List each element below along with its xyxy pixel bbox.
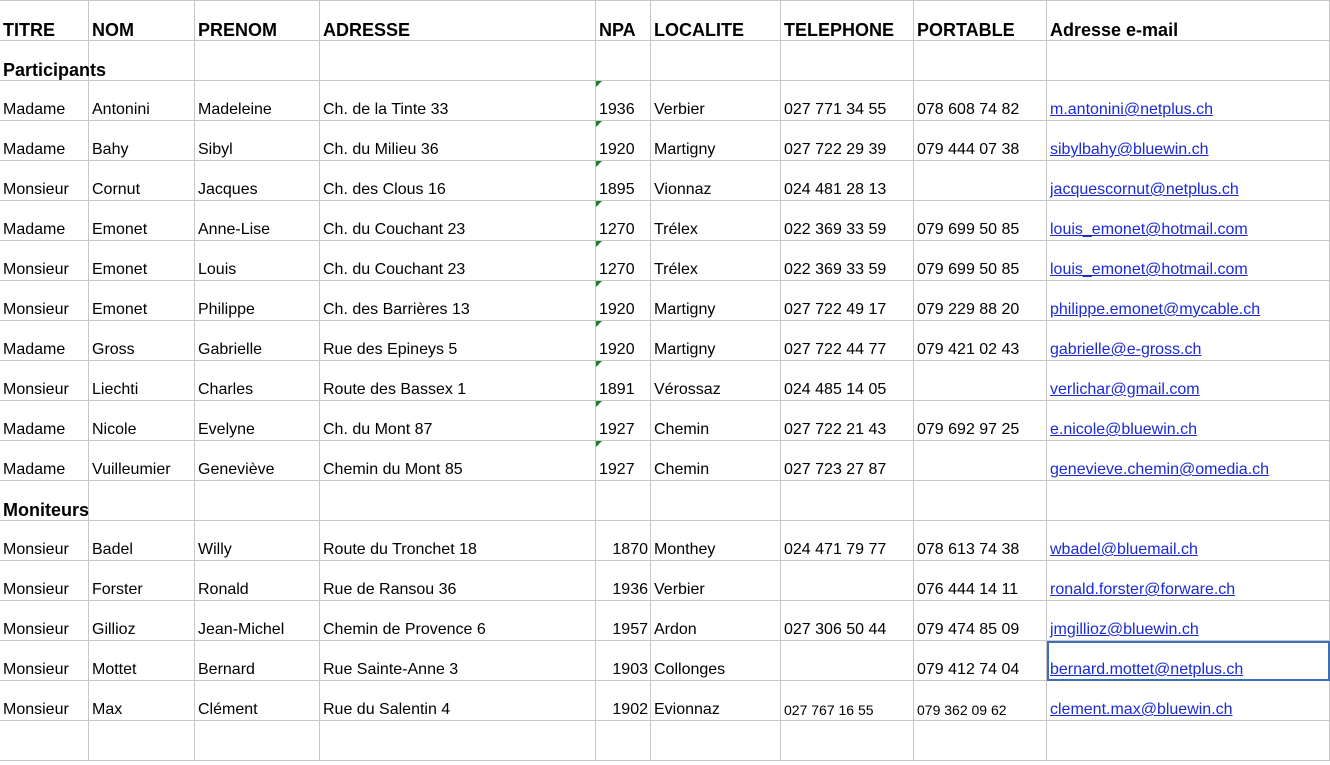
empty-cell[interactable]: [0, 721, 89, 761]
cell-adresse[interactable]: Chemin de Provence 6: [320, 601, 596, 641]
cell-titre[interactable]: Madame: [0, 201, 89, 241]
email-link[interactable]: wbadel@bluemail.ch: [1050, 541, 1198, 558]
empty-cell[interactable]: [651, 481, 781, 521]
cell-nom[interactable]: Max: [89, 681, 195, 721]
cell-prenom[interactable]: Geneviève: [195, 441, 320, 481]
cell-email[interactable]: [1047, 321, 1330, 361]
cell-npa[interactable]: 1920: [596, 281, 651, 321]
cell-nom[interactable]: Emonet: [89, 201, 195, 241]
cell-adresse[interactable]: Rue Sainte-Anne 3: [320, 641, 596, 681]
cell-email[interactable]: [1047, 241, 1330, 281]
cell-prenom[interactable]: Bernard: [195, 641, 320, 681]
cell-telephone[interactable]: 024 485 14 05: [781, 361, 914, 401]
empty-cell[interactable]: [651, 721, 781, 761]
cell-npa[interactable]: 1936: [596, 81, 651, 121]
table-row: [0, 601, 1330, 641]
cell-telephone[interactable]: 027 722 49 17: [781, 281, 914, 321]
empty-cell[interactable]: [195, 481, 320, 521]
cell-adresse[interactable]: Route des Bassex 1: [320, 361, 596, 401]
empty-cell[interactable]: [596, 41, 651, 81]
table-row: [0, 81, 1330, 121]
empty-cell[interactable]: [781, 41, 914, 81]
cell-localite[interactable]: Martigny: [651, 281, 781, 321]
cell-email[interactable]: [1047, 161, 1330, 201]
cell-npa[interactable]: 1927: [596, 401, 651, 441]
header-npa[interactable]: NPA: [596, 1, 651, 41]
cell-portable[interactable]: 076 444 14 11: [914, 561, 1047, 601]
cell-email[interactable]: [1047, 201, 1330, 241]
cell-portable[interactable]: 079 699 50 85: [914, 201, 1047, 241]
empty-cell[interactable]: [914, 481, 1047, 521]
cell-portable[interactable]: 079 412 74 04: [914, 641, 1047, 681]
cell-telephone[interactable]: 022 369 33 59: [781, 241, 914, 281]
cell-portable[interactable]: [914, 361, 1047, 401]
cell-adresse[interactable]: Ch. du Mont 87: [320, 401, 596, 441]
cell-adresse[interactable]: Rue du Salentin 4: [320, 681, 596, 721]
cell-portable[interactable]: [914, 441, 1047, 481]
cell-localite[interactable]: Verbier: [651, 561, 781, 601]
cell-email[interactable]: [1047, 601, 1330, 641]
section-label[interactable]: Moniteurs: [0, 481, 89, 521]
cell-prenom[interactable]: Ronald: [195, 561, 320, 601]
cell-titre[interactable]: Monsieur: [0, 521, 89, 561]
cell-email[interactable]: [1047, 561, 1330, 601]
cell-nom[interactable]: Liechti: [89, 361, 195, 401]
empty-cell[interactable]: [781, 721, 914, 761]
table-row: [0, 361, 1330, 401]
cell-portable[interactable]: 079 421 02 43: [914, 321, 1047, 361]
empty-cell[interactable]: [651, 41, 781, 81]
cell-adresse[interactable]: Chemin du Mont 85: [320, 441, 596, 481]
empty-cell[interactable]: [1047, 41, 1330, 81]
cell-portable[interactable]: 079 692 97 25: [914, 401, 1047, 441]
cell-adresse[interactable]: Rue des Epineys 5: [320, 321, 596, 361]
cell-portable[interactable]: 078 613 74 38: [914, 521, 1047, 561]
cell-localite[interactable]: Martigny: [651, 121, 781, 161]
table-row: [0, 241, 1330, 281]
cell-npa[interactable]: 1920: [596, 321, 651, 361]
cell-nom[interactable]: Emonet: [89, 241, 195, 281]
cell-telephone[interactable]: 024 471 79 77: [781, 521, 914, 561]
cell-nom[interactable]: Antonini: [89, 81, 195, 121]
cell-localite[interactable]: Chemin: [651, 441, 781, 481]
cell-nom[interactable]: Forster: [89, 561, 195, 601]
cell-titre[interactable]: Monsieur: [0, 601, 89, 641]
header-portable[interactable]: PORTABLE: [914, 1, 1047, 41]
empty-cell[interactable]: [320, 481, 596, 521]
cell-nom[interactable]: Emonet: [89, 281, 195, 321]
email-link[interactable]: ronald.forster@forware.ch: [1050, 581, 1236, 598]
cell-npa[interactable]: 1902: [596, 681, 651, 721]
cell-adresse[interactable]: Rue de Ransou 36: [320, 561, 596, 601]
empty-cell[interactable]: [596, 481, 651, 521]
email-link[interactable]: philippe.emonet@mycable.ch: [1050, 301, 1261, 318]
header-email[interactable]: Adresse e-mail: [1047, 1, 1330, 41]
header-nom[interactable]: NOM: [89, 1, 195, 41]
email-link[interactable]: sibylbahy@bluewin.ch: [1050, 141, 1209, 158]
cell-npa[interactable]: 1270: [596, 201, 651, 241]
email-link[interactable]: louis_emonet@hotmail.com: [1050, 221, 1248, 238]
table-row: [0, 281, 1330, 321]
empty-cell[interactable]: [596, 721, 651, 761]
cell-npa[interactable]: 1895: [596, 161, 651, 201]
cell-nom[interactable]: Gross: [89, 321, 195, 361]
table-row: [0, 681, 1330, 721]
cell-telephone[interactable]: 027 771 34 55: [781, 81, 914, 121]
cell-telephone[interactable]: [781, 641, 914, 681]
cell-titre[interactable]: Monsieur: [0, 561, 89, 601]
cell-adresse[interactable]: Ch. des Clous 16: [320, 161, 596, 201]
cell-telephone[interactable]: 027 723 27 87: [781, 441, 914, 481]
cell-localite[interactable]: Verbier: [651, 81, 781, 121]
cell-prenom[interactable]: Sibyl: [195, 121, 320, 161]
cell-prenom[interactable]: Charles: [195, 361, 320, 401]
empty-cell[interactable]: [195, 41, 320, 81]
cell-npa[interactable]: 1920: [596, 121, 651, 161]
cell-prenom[interactable]: Gabrielle: [195, 321, 320, 361]
cell-npa[interactable]: 1927: [596, 441, 651, 481]
cell-telephone[interactable]: 027 722 44 77: [781, 321, 914, 361]
cell-localite[interactable]: Ardon: [651, 601, 781, 641]
cell-portable[interactable]: 079 699 50 85: [914, 241, 1047, 281]
empty-cell[interactable]: [914, 41, 1047, 81]
header-row: [0, 1, 1330, 41]
cell-localite[interactable]: Martigny: [651, 321, 781, 361]
cell-email[interactable]: [1047, 641, 1330, 681]
cell-email[interactable]: [1047, 401, 1330, 441]
empty-cell[interactable]: [195, 721, 320, 761]
table-row: [0, 641, 1330, 681]
table-row: [0, 521, 1330, 561]
cell-nom[interactable]: Cornut: [89, 161, 195, 201]
header-prenom[interactable]: PRENOM: [195, 1, 320, 41]
empty-cell[interactable]: [1047, 481, 1330, 521]
cell-localite[interactable]: Vionnaz: [651, 161, 781, 201]
cell-prenom[interactable]: Evelyne: [195, 401, 320, 441]
email-link[interactable]: e.nicole@bluewin.ch: [1050, 421, 1197, 438]
cell-localite[interactable]: Vérossaz: [651, 361, 781, 401]
cell-localite[interactable]: Chemin: [651, 401, 781, 441]
empty-cell[interactable]: [320, 721, 596, 761]
cell-telephone[interactable]: 024 481 28 13: [781, 161, 914, 201]
cell-titre[interactable]: Madame: [0, 121, 89, 161]
cell-prenom[interactable]: Willy: [195, 521, 320, 561]
cell-portable[interactable]: 079 474 85 09: [914, 601, 1047, 641]
cell-email[interactable]: [1047, 121, 1330, 161]
cell-titre[interactable]: Monsieur: [0, 681, 89, 721]
email-link[interactable]: gabrielle@e-gross.ch: [1050, 341, 1202, 358]
cell-telephone[interactable]: 022 369 33 59: [781, 201, 914, 241]
cell-prenom[interactable]: Anne-Lise: [195, 201, 320, 241]
cell-titre[interactable]: Monsieur: [0, 641, 89, 681]
cell-telephone[interactable]: 027 767 16 55: [781, 681, 914, 721]
cell-titre[interactable]: Madame: [0, 321, 89, 361]
table-row: [0, 121, 1330, 161]
cell-npa[interactable]: 1270: [596, 241, 651, 281]
section-row: [0, 41, 1330, 81]
header-adresse[interactable]: ADRESSE: [320, 1, 596, 41]
email-link[interactable]: genevieve.chemin@omedia.ch: [1050, 461, 1270, 478]
cell-portable[interactable]: 078 608 74 82: [914, 81, 1047, 121]
cell-email[interactable]: [1047, 441, 1330, 481]
header-localite[interactable]: LOCALITE: [651, 1, 781, 41]
empty-cell[interactable]: [89, 721, 195, 761]
cell-telephone[interactable]: [781, 561, 914, 601]
cell-localite[interactable]: Collonges: [651, 641, 781, 681]
cell-nom[interactable]: Badel: [89, 521, 195, 561]
empty-cell[interactable]: [781, 481, 914, 521]
cell-portable[interactable]: 079 444 07 38: [914, 121, 1047, 161]
cell-nom[interactable]: Bahy: [89, 121, 195, 161]
email-link[interactable]: m.antonini@netplus.ch: [1050, 101, 1213, 118]
cell-adresse[interactable]: Route du Tronchet 18: [320, 521, 596, 561]
header-telephone[interactable]: TELEPHONE: [781, 1, 914, 41]
email-link[interactable]: verlichar@gmail.com: [1050, 381, 1200, 398]
cell-telephone[interactable]: 027 722 29 39: [781, 121, 914, 161]
cell-email[interactable]: [1047, 681, 1330, 721]
cell-prenom[interactable]: Philippe: [195, 281, 320, 321]
cell-adresse[interactable]: Ch. du Couchant 23: [320, 201, 596, 241]
header-titre[interactable]: TITRE: [0, 1, 89, 41]
table-row: [0, 201, 1330, 241]
table-row: [0, 161, 1330, 201]
cell-titre[interactable]: Madame: [0, 81, 89, 121]
cell-nom[interactable]: Mottet: [89, 641, 195, 681]
empty-cell[interactable]: [320, 41, 596, 81]
cell-email[interactable]: [1047, 81, 1330, 121]
cell-npa[interactable]: 1936: [596, 561, 651, 601]
cell-npa[interactable]: 1891: [596, 361, 651, 401]
cell-nom[interactable]: Gillioz: [89, 601, 195, 641]
cell-adresse[interactable]: Ch. des Barrières 13: [320, 281, 596, 321]
email-link[interactable]: jacquescornut@netplus.ch: [1050, 181, 1239, 198]
cell-telephone[interactable]: 027 722 21 43: [781, 401, 914, 441]
section-row: [0, 481, 1330, 521]
cell-titre[interactable]: Monsieur: [0, 241, 89, 281]
email-link[interactable]: jmgillioz@bluewin.ch: [1050, 621, 1199, 638]
empty-cell[interactable]: [914, 721, 1047, 761]
cell-localite[interactable]: Trélex: [651, 201, 781, 241]
cell-adresse[interactable]: Ch. du Milieu 36: [320, 121, 596, 161]
cell-adresse[interactable]: Ch. du Couchant 23: [320, 241, 596, 281]
cell-prenom[interactable]: Louis: [195, 241, 320, 281]
cell-prenom[interactable]: Clément: [195, 681, 320, 721]
table-row: [0, 321, 1330, 361]
cell-portable[interactable]: 079 229 88 20: [914, 281, 1047, 321]
cell-titre[interactable]: Monsieur: [0, 361, 89, 401]
cell-portable[interactable]: [914, 161, 1047, 201]
section-label[interactable]: Participants: [0, 41, 89, 81]
cell-titre[interactable]: Monsieur: [0, 161, 89, 201]
cell-npa[interactable]: 1903: [596, 641, 651, 681]
cell-localite[interactable]: Evionnaz: [651, 681, 781, 721]
table-body: [0, 1, 1330, 761]
cell-email[interactable]: [1047, 281, 1330, 321]
cell-nom[interactable]: Nicole: [89, 401, 195, 441]
table-row: [0, 561, 1330, 601]
empty-cell[interactable]: [1047, 721, 1330, 761]
email-link[interactable]: clement.max@bluewin.ch: [1050, 701, 1233, 718]
cell-npa[interactable]: 1957: [596, 601, 651, 641]
cell-prenom[interactable]: Jean-Michel: [195, 601, 320, 641]
cell-localite[interactable]: Trélex: [651, 241, 781, 281]
cell-titre[interactable]: Madame: [0, 401, 89, 441]
email-link[interactable]: bernard.mottet@netplus.ch: [1050, 661, 1244, 678]
cell-prenom[interactable]: Madeleine: [195, 81, 320, 121]
cell-email[interactable]: [1047, 521, 1330, 561]
email-link[interactable]: louis_emonet@hotmail.com: [1050, 261, 1248, 278]
cell-email[interactable]: [1047, 361, 1330, 401]
table-row: [0, 401, 1330, 441]
table-row: [0, 441, 1330, 481]
cell-telephone[interactable]: 027 306 50 44: [781, 601, 914, 641]
cell-portable[interactable]: 079 362 09 62: [914, 681, 1047, 721]
cell-titre[interactable]: Monsieur: [0, 281, 89, 321]
empty-cell[interactable]: [89, 481, 195, 521]
cell-npa[interactable]: 1870: [596, 521, 651, 561]
cell-titre[interactable]: Madame: [0, 441, 89, 481]
cell-prenom[interactable]: Jacques: [195, 161, 320, 201]
empty-row: [0, 721, 1330, 761]
cell-nom[interactable]: Vuilleumier: [89, 441, 195, 481]
cell-localite[interactable]: Monthey: [651, 521, 781, 561]
cell-adresse[interactable]: Ch. de la Tinte 33: [320, 81, 596, 121]
